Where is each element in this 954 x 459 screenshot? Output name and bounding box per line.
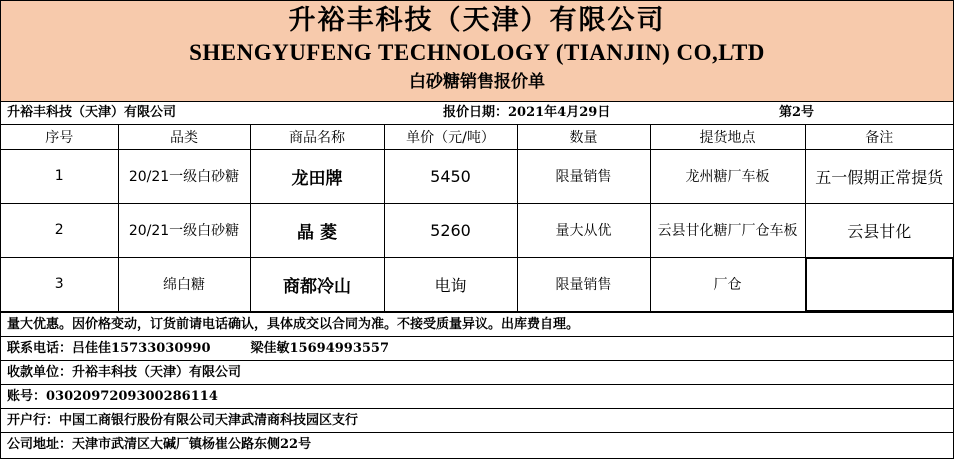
cell-price: 电询 [384,257,517,311]
payee-line: 收款单位：升裕丰科技（天津）有限公司 [1,360,953,384]
col-header-quantity: 数量 [517,125,650,149]
cell-category: 绵白糖 [118,257,250,311]
col-header-category: 品类 [118,125,250,149]
price-table [1,125,953,312]
cell-price: 5450 [384,149,517,203]
cell-pickup: 厂仓 [650,257,805,311]
table-row [1,149,953,203]
cell-index: 3 [1,257,118,311]
quote-number: 第2号 [779,105,815,120]
cell-product-name: 晶 菱 [250,203,384,257]
col-header-pickup: 提货地点 [650,125,805,149]
account-line: 账号：0302097209300286114 [1,384,953,408]
header-banner [1,1,953,102]
cell-quantity: 量大从优 [517,203,650,257]
cell-pickup: 云县甘化糖厂厂仓车板 [650,203,805,257]
contact-line [1,336,953,360]
contact-1: 吕佳佳15733030990 [72,340,211,356]
cell-category: 20/21一级白砂糖 [118,203,250,257]
meta-company: 升裕丰科技（天津）有限公司 [7,105,177,120]
contact-2: 梁佳敏15694993557 [250,340,390,356]
bank-line: 开户行：中国工商银行股份有限公司天津武清商科技园区支行 [1,408,953,432]
address-line: 公司地址：天津市武清区大碱厂镇杨崔公路东侧22号 [1,432,953,456]
table-row [1,203,953,257]
meta-row [1,102,953,125]
company-name-cn: 升裕丰科技（天津）有限公司 [288,5,666,36]
col-header-remark: 备注 [805,125,953,149]
cell-pickup: 龙州糖厂车板 [650,149,805,203]
cell-category: 20/21一级白砂糖 [118,149,250,203]
cell-product-name: 商都冷山 [250,257,384,311]
cell-quantity: 限量销售 [517,149,650,203]
cell-index: 2 [1,203,118,257]
cell-remark: 云县甘化 [805,203,953,257]
col-header-index: 序号 [1,125,118,149]
cell-quantity: 限量销售 [517,257,650,311]
col-header-price: 单价（元/吨） [384,125,517,149]
notice-line: 量大优惠。因价格变动，订货前请电话确认，具体成交以合同为准。不接受质量异议。出库费自理。 [1,312,953,336]
table-header-row [1,125,953,149]
cell-index: 1 [1,149,118,203]
cell-product-name: 龙田牌 [250,149,384,203]
company-name-en: SHENGYUFENG TECHNOLOGY (TIANJIN) CO,LTD [189,40,765,65]
cell-price: 5260 [384,203,517,257]
col-header-product: 商品名称 [250,125,384,149]
sheet-title: 白砂糖销售报价单 [409,72,545,92]
table-row [1,257,953,311]
quote-date: 报价日期：2021年4月29日 [443,105,611,120]
cell-remark-selected[interactable] [805,257,953,311]
cell-remark: 五一假期正常提货 [805,149,953,203]
contact-label: 联系电话： [7,340,73,356]
